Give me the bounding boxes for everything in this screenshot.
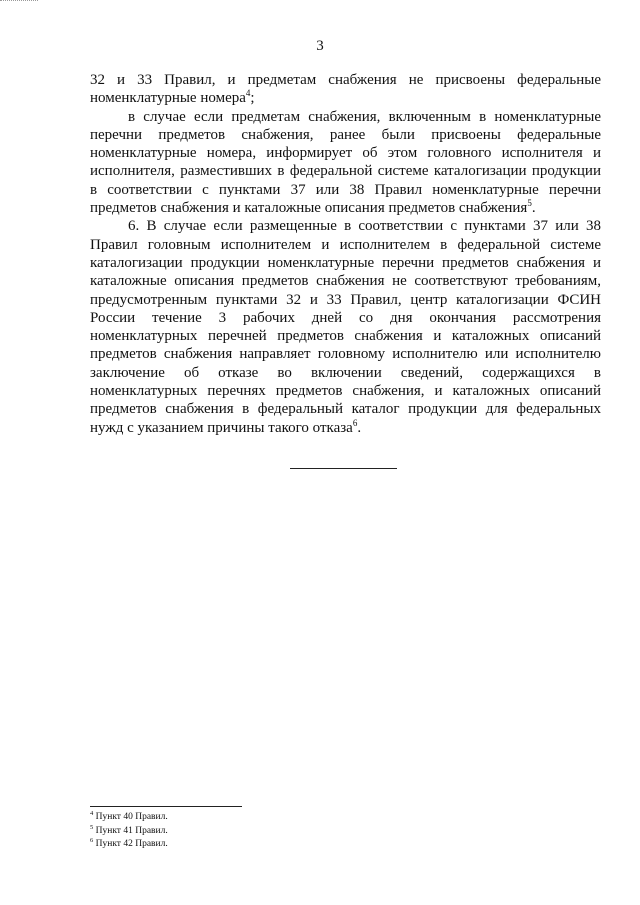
footnote-text: Пункт 40 Правил. [95, 812, 168, 822]
footnote-5 [90, 825, 590, 839]
footnote-4 [90, 811, 590, 825]
section-separator-line [290, 468, 397, 469]
page-number: 3 [316, 38, 324, 54]
footnote-mark: 4 [90, 809, 94, 817]
paragraph-item-6 [90, 217, 601, 437]
paragraph-punctuation: . [531, 200, 536, 217]
footnote-divider [90, 806, 242, 807]
paragraph-punctuation: ; [250, 90, 255, 107]
scan-corner-mark [0, 0, 38, 1]
footnote-mark: 6 [90, 836, 94, 844]
footnote-reference: 6 [352, 417, 358, 428]
paragraph-text: в случае если предметам снабжения, включенным в номенклатурные перечни предметов снабжения, ранее были присвоены федеральные номенклатурные номера, информирует об этом головного исполнителя и исполнителя, разместивших в федеральной системе каталогизации продукции в соответствии с пунктами 37 или 38 Правил номенклатурные перечни предметов снабжения и каталожные описания предметов снабжения [90, 108, 601, 217]
paragraph-text: 32 и 33 Правил, и предметам снабжения не присвоены федеральные номенклатурные номера [90, 72, 601, 107]
footnote-6 [90, 838, 590, 852]
paragraph-text: 6. В случае если размещенные в соответствии с пунктами 37 или 38 Правил головным исполнителем и исполнителем в федеральной системе каталогизации продукции номенклатурные перечни предметов снабжения и каталожные описания предметов снабжения не соответствуют требованиям, предусмотренным пунктами 32 и 33 Правил, центр каталогизации ФСИН России течение 3 рабочих дней со дня окончания рассмотрения номенклатурных перечней предметов снабжения и каталожных описаний предметов снабжения направляет головному исполнителю или исполнителю заключение об отказе во включении сведений, содержащихся в номенклатурных перечнях предметов снабжения, и каталожных описаний предметов снабжения в федеральный каталог продукции для федеральных нужд с указанием причины такого отказа [90, 218, 601, 436]
footnote-reference: 5 [527, 198, 532, 209]
document-body [90, 71, 601, 437]
footnote-text: Пункт 42 Правил. [95, 839, 168, 849]
footnote-mark: 5 [90, 823, 94, 831]
footnote-text: Пункт 41 Правил. [95, 825, 168, 836]
paragraph-continuation [90, 71, 601, 108]
footnote-reference: 4 [245, 88, 251, 99]
paragraph-punctuation: . [357, 419, 362, 436]
footnotes [90, 811, 590, 852]
paragraph-already-assigned-numbers [90, 108, 601, 218]
